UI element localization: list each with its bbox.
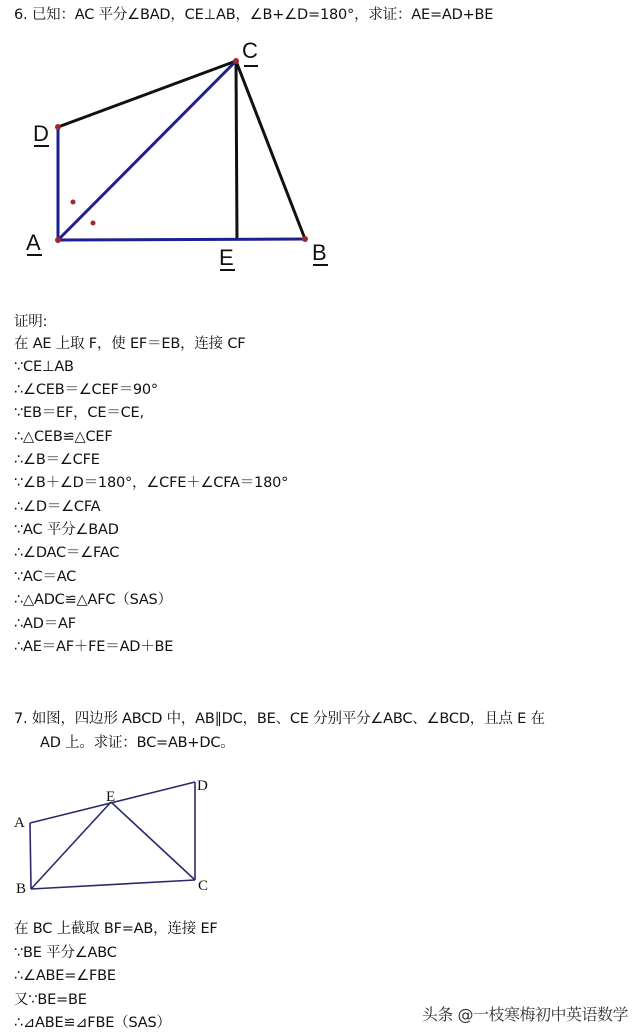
proof-line: ∴△ADC≌△AFC（SAS） <box>14 592 172 608</box>
proof-line: ∵∠B＋∠D＝180°，∠CFE＋∠CFA＝180° <box>14 475 289 491</box>
label-b: B <box>312 240 327 265</box>
label-e: E <box>219 245 234 270</box>
label-a: A <box>14 815 25 831</box>
proof-line: ∴∠ABE=∠FBE <box>14 968 116 984</box>
watermark: 头条 @一枝寒梅初中英语数学 <box>421 1005 628 1024</box>
label-a: A <box>26 230 41 255</box>
proof-line: ∴∠DAC＝∠FAC <box>14 545 120 561</box>
problem7-statement-line1: 7. 如图，四边形 ABCD 中，AB∥DC，BE、CE 分别平分∠ABC、∠BCD，且点 E 在 <box>14 711 545 727</box>
proof-line: ∵AC＝AC <box>14 569 77 585</box>
proof-line: ∵AC 平分∠BAD <box>14 522 119 538</box>
proof-line: ∴∠D＝∠CFA <box>14 499 101 515</box>
proof-line: ∴△CEB≌△CEF <box>14 429 113 445</box>
proof-line: 又∵BE=BE <box>14 992 87 1008</box>
proof-line: ∵EB＝EF，CE＝CE, <box>14 405 144 421</box>
label-c: C <box>198 878 209 894</box>
problem6-statement: 6. 已知：AC 平分∠BAD，CE⊥AB，∠B+∠D=180°，求证：AE=AD+BE <box>14 7 494 23</box>
proof-line: ∵CE⊥AB <box>14 359 74 375</box>
proof-line: ∵BE 平分∠ABC <box>14 945 117 961</box>
problem7-statement-line2: AD 上。求证：BC=AB+DC。 <box>40 735 235 751</box>
problem7-figure <box>0 760 240 910</box>
proof-title: 证明: <box>14 314 48 330</box>
proof-line: ∴AE＝AF＋FE＝AD＋BE <box>14 639 174 655</box>
proof-line: 在 BC 上截取 BF=AB，连接 EF <box>14 921 218 937</box>
label-e: E <box>106 789 116 805</box>
proof-line: ∴⊿ABE≌⊿FBE（SAS） <box>14 1015 171 1031</box>
proof-line: ∴∠CEB＝∠CEF＝90° <box>14 382 158 398</box>
label-c: C <box>242 40 258 63</box>
proof-line: ∴∠B＝∠CFE <box>14 452 100 468</box>
label-d: D <box>197 778 208 794</box>
proof-line: ∴AD＝AF <box>14 616 76 632</box>
label-b: B <box>16 881 27 897</box>
label-d: D <box>33 121 49 146</box>
proof-line: 在 AE 上取 F，使 EF＝EB，连接 CF <box>14 336 246 352</box>
problem6-figure <box>0 40 360 280</box>
